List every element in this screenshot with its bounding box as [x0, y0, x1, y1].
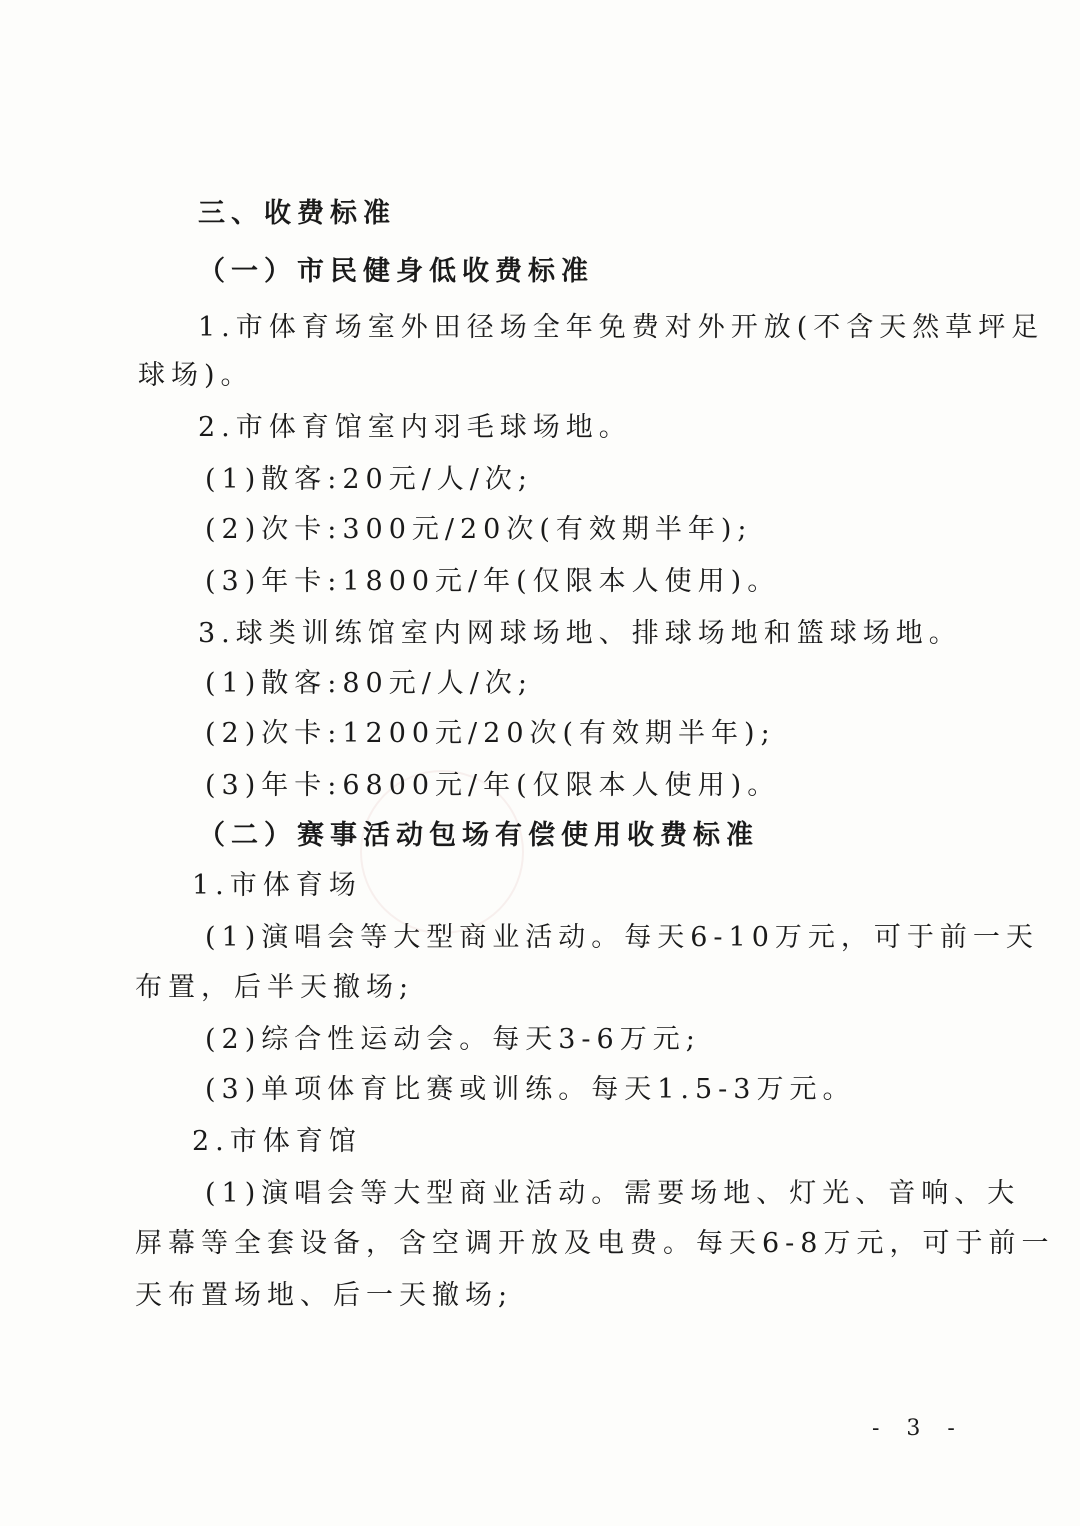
item-3-text: 3.球类训练馆室内网球场地、排球场地和篮球场地。 [198, 618, 962, 649]
item-2-text: 2.市体育馆室内羽毛球场地。 [198, 412, 632, 443]
subsection-2-title: （二）赛事活动包场有偿使用收费标准 [198, 820, 759, 851]
venue-2-sub-1: (1)演唱会等大型商业活动。需要场地、灯光、音响、大 [205, 1178, 1021, 1209]
venue-2-title: 2.市体育馆 [192, 1126, 362, 1157]
venue-2-sub-1-cont-2: 天布置场地、后一天撤场; [135, 1280, 514, 1311]
item-3-sub-1: (1)散客:80元/人/次; [205, 668, 533, 699]
page-number: - 3 - [872, 1416, 965, 1441]
item-1-line-2: 球场)。 [138, 360, 254, 391]
item-2-sub-1: (1)散客:20元/人/次; [205, 464, 533, 495]
section-title: 三、收费标准 [198, 198, 396, 229]
venue-1-sub-3: (3)单项体育比赛或训练。每天1.5-3万元。 [205, 1074, 856, 1105]
item-2-sub-2: (2)次卡:300元/20次(有效期半年); [205, 514, 753, 545]
item-1-line-1: 1.市体育场室外田径场全年免费对外开放(不含天然草坪足 [198, 312, 1045, 343]
venue-2-sub-1-cont-1: 屏幕等全套设备，含空调开放及电费。每天6-8万元，可于前一 [135, 1228, 1055, 1259]
item-2-sub-3: (3)年卡:1800元/年(仅限本人使用)。 [205, 566, 781, 597]
item-3-sub-2: (2)次卡:1200元/20次(有效期半年); [205, 718, 776, 749]
venue-1-sub-1-cont: 布置，后半天撤场; [135, 972, 415, 1003]
venue-1-sub-1: (1)演唱会等大型商业活动。每天6-10万元，可于前一天 [205, 922, 1039, 953]
venue-1-sub-2: (2)综合性运动会。每天3-6万元; [205, 1024, 701, 1055]
item-3-sub-3: (3)年卡:6800元/年(仅限本人使用)。 [205, 770, 781, 801]
venue-1-title: 1.市体育场 [192, 870, 362, 901]
subsection-1-title: （一）市民健身低收费标准 [198, 256, 594, 287]
